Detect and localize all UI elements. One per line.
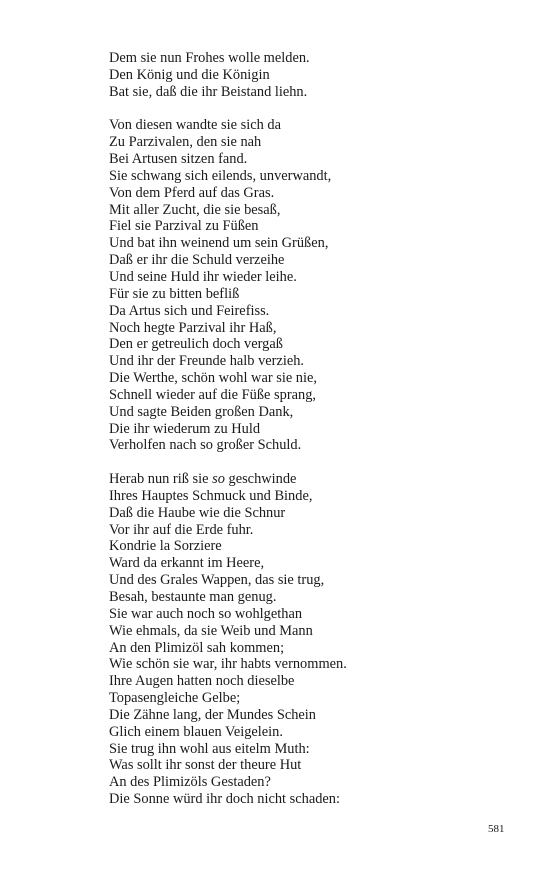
verse-line: Die Sonne würd ihr doch nicht schaden: (109, 791, 340, 808)
verse-line: Daß er ihr die Schuld verzeihe (109, 252, 285, 269)
stanza-break (109, 101, 347, 118)
verse-line: An den Plimizöl sah kommen; (109, 639, 285, 656)
verse-line: Was sollt ihr sonst der theure Hut (109, 757, 302, 774)
stanza-break (109, 454, 347, 471)
verse-line: Und ihr der Freunde halb verzieh. (109, 353, 305, 370)
verse-line: Wie schön sie war, ihr habts vernommen. (109, 656, 347, 673)
verse-line: Den König und die Königin (109, 66, 270, 83)
verse-line-part: geschwinde (224, 471, 297, 488)
verse-line: Bat sie, daß die ihr Beistand liehn. (109, 83, 308, 100)
verse-line: Glich einem blauen Veigelein. (109, 723, 283, 740)
verse-line: Sie schwang sich eilends, unverwandt, (109, 167, 332, 184)
verse-line: Und bat ihn weinend um sein Grüßen, (109, 235, 329, 252)
verse-line: Für sie zu bitten befliß (109, 285, 240, 302)
verse-line: Zu Parzivalen, den sie nah (109, 134, 262, 151)
verse-line: Die ihr wiederum zu Huld (109, 420, 261, 437)
verse-line: Dem sie nun Frohes wolle melden. (109, 50, 310, 66)
verse-line: Vor ihr auf die Erde fuhr. (109, 521, 254, 538)
verse-line: Und seine Huld ihr wieder leihe. (109, 268, 297, 285)
verse-line-part: Herab nun riß sie (109, 471, 213, 488)
verse-line: An des Plimizöls Gestaden? (109, 774, 271, 791)
verse-line: Fiel sie Parzival zu Füßen (109, 218, 259, 235)
verse-line: Von dem Pferd auf das Gras. (109, 184, 275, 201)
verse-line: Besah, bestaunte man genug. (109, 589, 277, 605)
verse-line: Schnell wieder auf die Füße sprang, (109, 386, 317, 403)
verse-line: Noch hegte Parzival ihr Haß, (109, 319, 277, 336)
verse-line: Daß die Haube wie die Schnur (109, 504, 286, 521)
verse-line: Und sagte Beiden großen Dank, (109, 403, 294, 420)
verse-line: Topasengleiche Gelbe; (109, 690, 241, 707)
page-number: 581 (488, 823, 505, 835)
verse-line: Die Werthe, schön wohl war sie nie, (109, 370, 317, 387)
verse-line: Da Artus sich und Feirefiss. (109, 302, 270, 319)
verse-line: Wie ehmals, da sie Weib und Mann (109, 622, 313, 639)
verse-line: Und des Grales Wappen, das sie trug, (109, 572, 325, 589)
verse-line: Ihres Hauptes Schmuck und Binde, (109, 487, 313, 504)
emphasized-word: so (212, 471, 225, 488)
verse-line: Ihre Augen hatten noch dieselbe (109, 673, 295, 690)
verse-line: Von diesen wandte sie sich da (109, 117, 281, 134)
verse-line: Ward da erkannt im Heere, (109, 555, 265, 572)
verse-text (109, 50, 347, 808)
verse-line: Sie war auch noch so wohlgethan (109, 605, 303, 622)
verse-line: Mit aller Zucht, die sie besaß, (109, 201, 281, 218)
verse-line: Kondrie la Sorziere (109, 538, 222, 555)
verse-line: Die Zähne lang, der Mundes Schein (109, 706, 317, 723)
verse-line (109, 471, 347, 488)
verse-line: Den er getreulich doch vergaß (109, 336, 283, 353)
verse-line: Sie trug ihn wohl aus eitelm Muth: (109, 740, 310, 757)
verse-line: Bei Artusen sitzen fand. (109, 151, 248, 168)
verse-line: Verholfen nach so großer Schuld. (109, 437, 302, 454)
